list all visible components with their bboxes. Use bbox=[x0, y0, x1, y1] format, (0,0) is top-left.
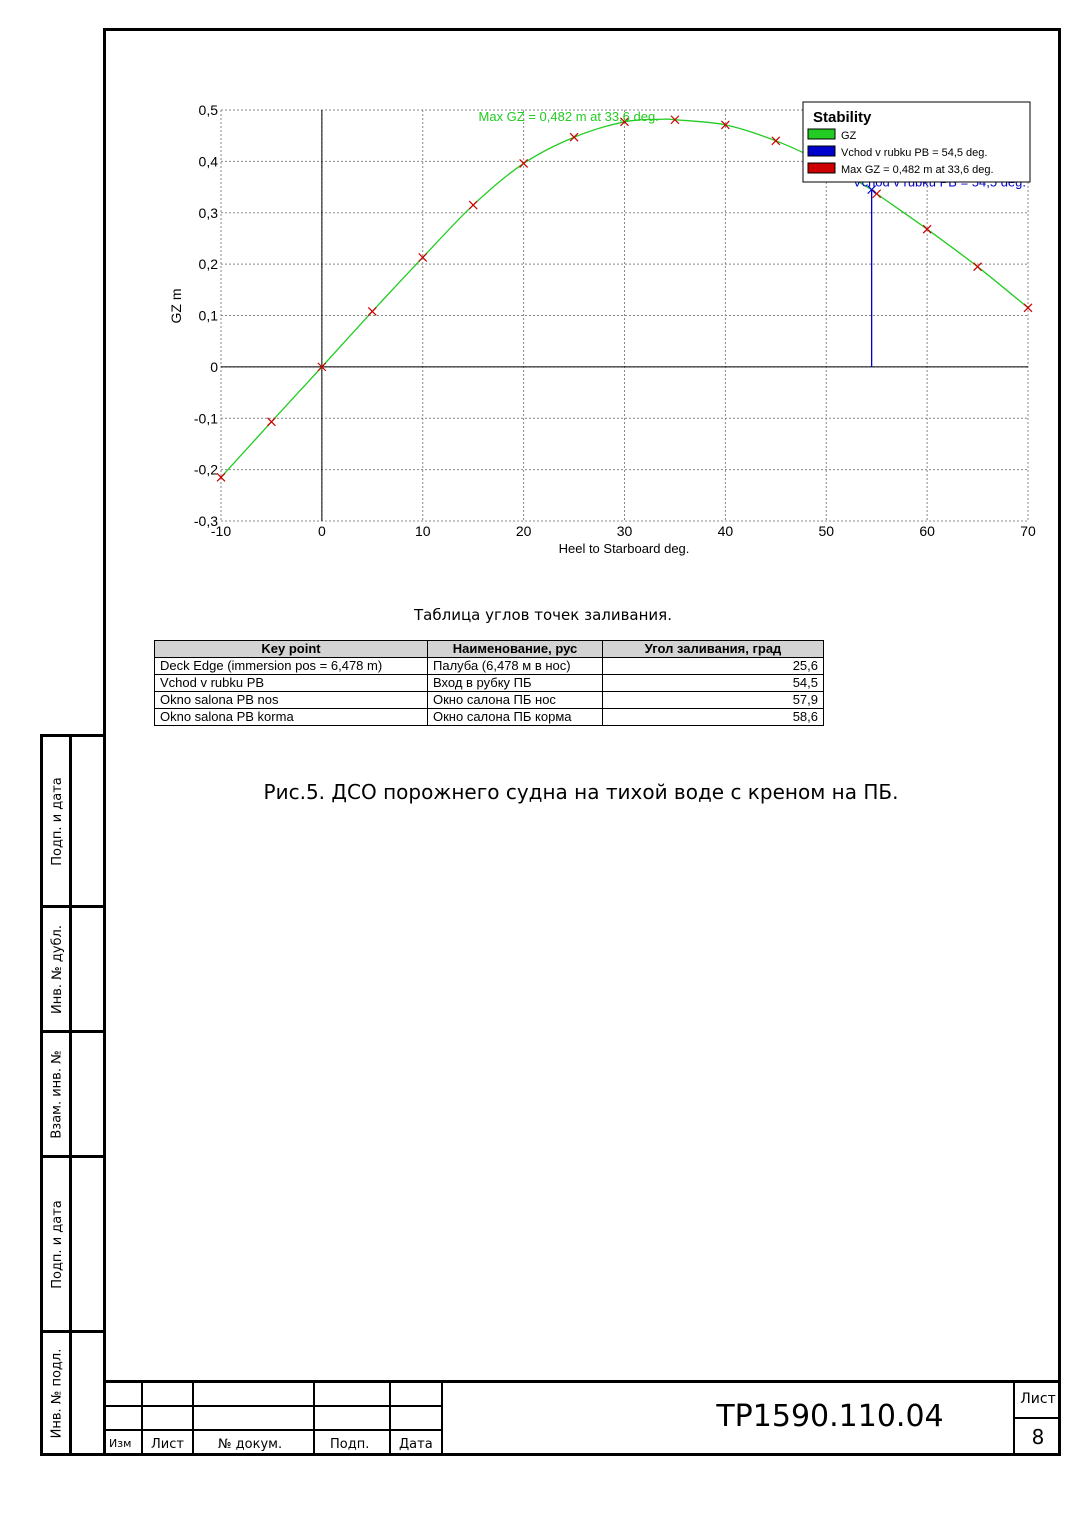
side-stamp-label: Подп. и дата bbox=[49, 776, 65, 866]
table-caption: Таблица углов точек заливания. bbox=[414, 606, 672, 624]
legend-entry: GZ bbox=[841, 130, 857, 142]
x-tick-label: 10 bbox=[414, 523, 431, 539]
figure-caption: Рис.5. ДСО порожнего судна на тихой воде с креном на ПБ. bbox=[263, 780, 899, 804]
y-tick-label: 0,5 bbox=[198, 102, 218, 118]
table-row bbox=[155, 709, 824, 726]
col-header-angle: Угол заливания, град bbox=[603, 641, 824, 658]
y-tick-label: 0,3 bbox=[198, 204, 218, 221]
cell-key-point: Okno salona PB nos bbox=[155, 692, 428, 709]
table-row bbox=[155, 692, 824, 709]
sheet-number: 8 bbox=[1031, 1425, 1045, 1449]
x-tick-label: 60 bbox=[919, 523, 935, 539]
col-header-name-rus: Наименование, рус bbox=[428, 641, 603, 658]
document-code: ТР1590.110.04 bbox=[716, 1399, 944, 1434]
x-tick-label: 50 bbox=[818, 523, 835, 539]
side-stamp-label: Взам. инв. № bbox=[49, 1049, 65, 1139]
cell-key-point: Deck Edge (immersion pos = 6,478 m) bbox=[155, 658, 428, 675]
legend-entry: Vchod v rubku PB = 54,5 deg. bbox=[841, 147, 988, 159]
legend-title: Stability bbox=[813, 109, 872, 126]
title-block-label-sign: Подп. bbox=[330, 1437, 370, 1452]
y-tick-label: -0,2 bbox=[193, 461, 218, 478]
side-stamp-label: Инв. № дубл. bbox=[49, 924, 65, 1014]
y-tick-label: -0,1 bbox=[193, 410, 218, 427]
title-block-label-date: Дата bbox=[399, 1437, 433, 1452]
cell-name-rus: Палуба (6,478 м в нос) bbox=[428, 658, 603, 675]
x-tick-label: 70 bbox=[1020, 523, 1036, 539]
title-block bbox=[103, 1380, 1061, 1456]
cell-key-point: Okno salona PB korma bbox=[155, 709, 428, 726]
side-stamp-label: Подп. и дата bbox=[49, 1199, 65, 1289]
cell-name-rus: Вход в рубку ПБ bbox=[428, 675, 603, 692]
cell-angle: 58,6 bbox=[603, 709, 824, 726]
y-tick-label: 0,2 bbox=[198, 256, 218, 273]
cell-angle: 54,5 bbox=[603, 675, 824, 692]
gz-marker bbox=[570, 133, 578, 141]
gz-marker bbox=[873, 190, 881, 198]
y-tick-label: 0,1 bbox=[198, 307, 218, 324]
side-stamp-cell bbox=[43, 1033, 103, 1158]
y-tick-label: 0,4 bbox=[198, 153, 218, 170]
table-row bbox=[155, 675, 824, 692]
cell-angle: 25,6 bbox=[603, 658, 824, 675]
side-stamp-cell bbox=[43, 737, 103, 908]
side-stamp bbox=[40, 734, 106, 1456]
legend-swatch bbox=[808, 146, 835, 156]
x-axis-label: Heel to Starboard deg. bbox=[558, 541, 690, 556]
stability-chart bbox=[160, 92, 1050, 572]
side-stamp-cell bbox=[43, 1158, 103, 1333]
x-tick-label: 0 bbox=[317, 523, 326, 539]
x-tick-label: 20 bbox=[515, 523, 532, 539]
legend-swatch bbox=[808, 129, 835, 139]
cell-key-point: Vchod v rubku PB bbox=[155, 675, 428, 692]
gz-marker bbox=[267, 418, 275, 426]
max-gz-annotation: Max GZ = 0,482 m at 33,6 deg. bbox=[478, 109, 659, 125]
title-block-label-list: Лист bbox=[151, 1437, 184, 1452]
legend-swatch bbox=[808, 163, 835, 173]
side-stamp-label: Инв. № подл. bbox=[49, 1348, 65, 1438]
chart-legend bbox=[803, 102, 1030, 182]
sheet-label: Лист bbox=[1020, 1391, 1056, 1407]
cell-angle: 57,9 bbox=[603, 692, 824, 709]
table-row bbox=[155, 658, 824, 675]
x-tick-label: 40 bbox=[717, 523, 734, 539]
col-header-key-point: Key point bbox=[155, 641, 428, 658]
x-tick-label: -10 bbox=[210, 523, 232, 539]
y-tick-label: 0 bbox=[210, 358, 218, 375]
x-tick-label: 30 bbox=[616, 523, 633, 539]
title-block-label-doc: № докум. bbox=[218, 1437, 283, 1452]
side-stamp-cell bbox=[43, 1333, 103, 1453]
gz-marker bbox=[469, 201, 477, 209]
cell-name-rus: Окно салона ПБ корма bbox=[428, 709, 603, 726]
cell-name-rus: Окно салона ПБ нос bbox=[428, 692, 603, 709]
side-stamp-cell bbox=[43, 908, 103, 1033]
y-tick-label: -0,3 bbox=[193, 513, 218, 529]
title-block-label-izm: Изм bbox=[109, 1437, 132, 1450]
gz-marker bbox=[368, 307, 376, 315]
flooding-points-table bbox=[154, 640, 824, 726]
gz-marker bbox=[772, 137, 780, 145]
y-axis-label: GZ m bbox=[168, 288, 184, 324]
legend-entry: Max GZ = 0,482 m at 33,6 deg. bbox=[841, 164, 994, 176]
